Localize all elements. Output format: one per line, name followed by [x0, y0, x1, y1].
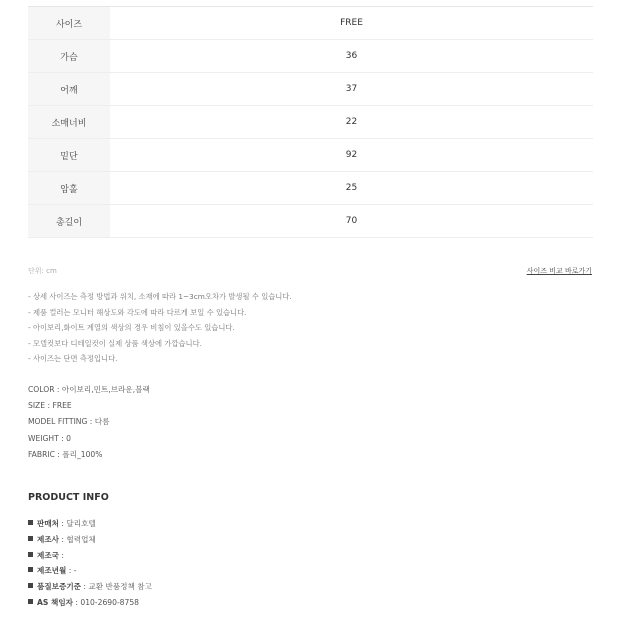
size-table — [28, 6, 593, 238]
table-row — [28, 7, 593, 40]
table-row — [28, 205, 593, 238]
unit-label: 단위: cm — [28, 267, 57, 275]
table-row — [28, 139, 593, 172]
list-item — [28, 532, 152, 548]
row-value: 70 — [110, 205, 593, 238]
note-item: - 모델컷보다 디테일컷이 실제 상품 색상에 가깝습니다. — [28, 338, 202, 348]
square-bullet-icon — [28, 536, 33, 541]
info-value: : 협력업체 — [59, 534, 96, 544]
note-item: - 상세 사이즈는 측정 방법과 위치, 소재에 따라 1~3cm오차가 발생될 수 있습니다. — [28, 292, 292, 301]
list-item — [28, 516, 152, 532]
row-value: 22 — [110, 106, 593, 139]
info-label: 제조국 — [37, 550, 60, 560]
info-value: : - — [66, 566, 77, 576]
square-bullet-icon — [28, 520, 33, 525]
row-value: 92 — [110, 139, 593, 172]
info-label: 판매처 — [37, 519, 60, 528]
row-label: 가슴 — [28, 40, 110, 73]
row-label: 암홀 — [28, 172, 110, 205]
info-value: : 교환 반품정책 참고 — [81, 582, 152, 592]
row-value: 25 — [110, 172, 593, 205]
info-label: 제조년월 — [37, 566, 67, 576]
row-value: FREE — [110, 7, 593, 40]
info-label: 품질보증기준 — [37, 582, 82, 592]
product-info-title: PRODUCT INFO — [28, 492, 109, 503]
list-item — [28, 548, 152, 564]
table-row — [28, 106, 593, 139]
spec-item: FABRIC : 폴리_100% — [28, 449, 103, 459]
note-item: - 사이즈는 단면 측정입니다. — [28, 354, 118, 364]
note-item: - 제품 컬러는 모니터 해상도와 각도에 따라 다르게 보일 수 있습니다. — [28, 307, 247, 317]
square-bullet-icon — [28, 583, 33, 588]
info-value: : 010-2690-8758 — [73, 597, 140, 607]
row-label: 어깨 — [28, 73, 110, 106]
table-row — [28, 40, 593, 73]
list-item — [28, 595, 152, 611]
table-row — [28, 73, 593, 106]
info-value: : 달리호텔 — [59, 519, 96, 528]
square-bullet-icon — [28, 599, 33, 604]
row-value: 37 — [110, 73, 593, 106]
row-label: 소매너비 — [28, 106, 110, 139]
row-label: 밑단 — [28, 139, 110, 172]
product-info-list — [28, 516, 152, 611]
table-row — [28, 172, 593, 205]
spec-item: WEIGHT : 0 — [28, 433, 71, 443]
square-bullet-icon — [28, 567, 33, 572]
row-value: 36 — [110, 40, 593, 73]
note-item: - 아이보리,화이트 계열의 색상의 경우 비침이 있을수도 있습니다. — [28, 323, 235, 333]
size-compare-link[interactable]: 사이즈 비교 바로가기 — [526, 267, 592, 275]
info-value: : — [59, 550, 64, 560]
square-bullet-icon — [28, 552, 33, 557]
spec-item: MODEL FITTING : 다름 — [28, 417, 110, 427]
spec-list — [28, 382, 150, 463]
spec-item: COLOR : 아이보리,민트,브라운,블랙 — [28, 385, 150, 394]
info-label: 제조사 — [37, 534, 60, 544]
row-label: 사이즈 — [28, 7, 110, 40]
list-item — [28, 579, 152, 595]
notes-list — [28, 289, 292, 367]
list-item — [28, 563, 152, 579]
spec-item: SIZE : FREE — [28, 401, 72, 411]
row-label: 총길이 — [28, 205, 110, 238]
info-label: AS 책임자 — [37, 597, 73, 607]
